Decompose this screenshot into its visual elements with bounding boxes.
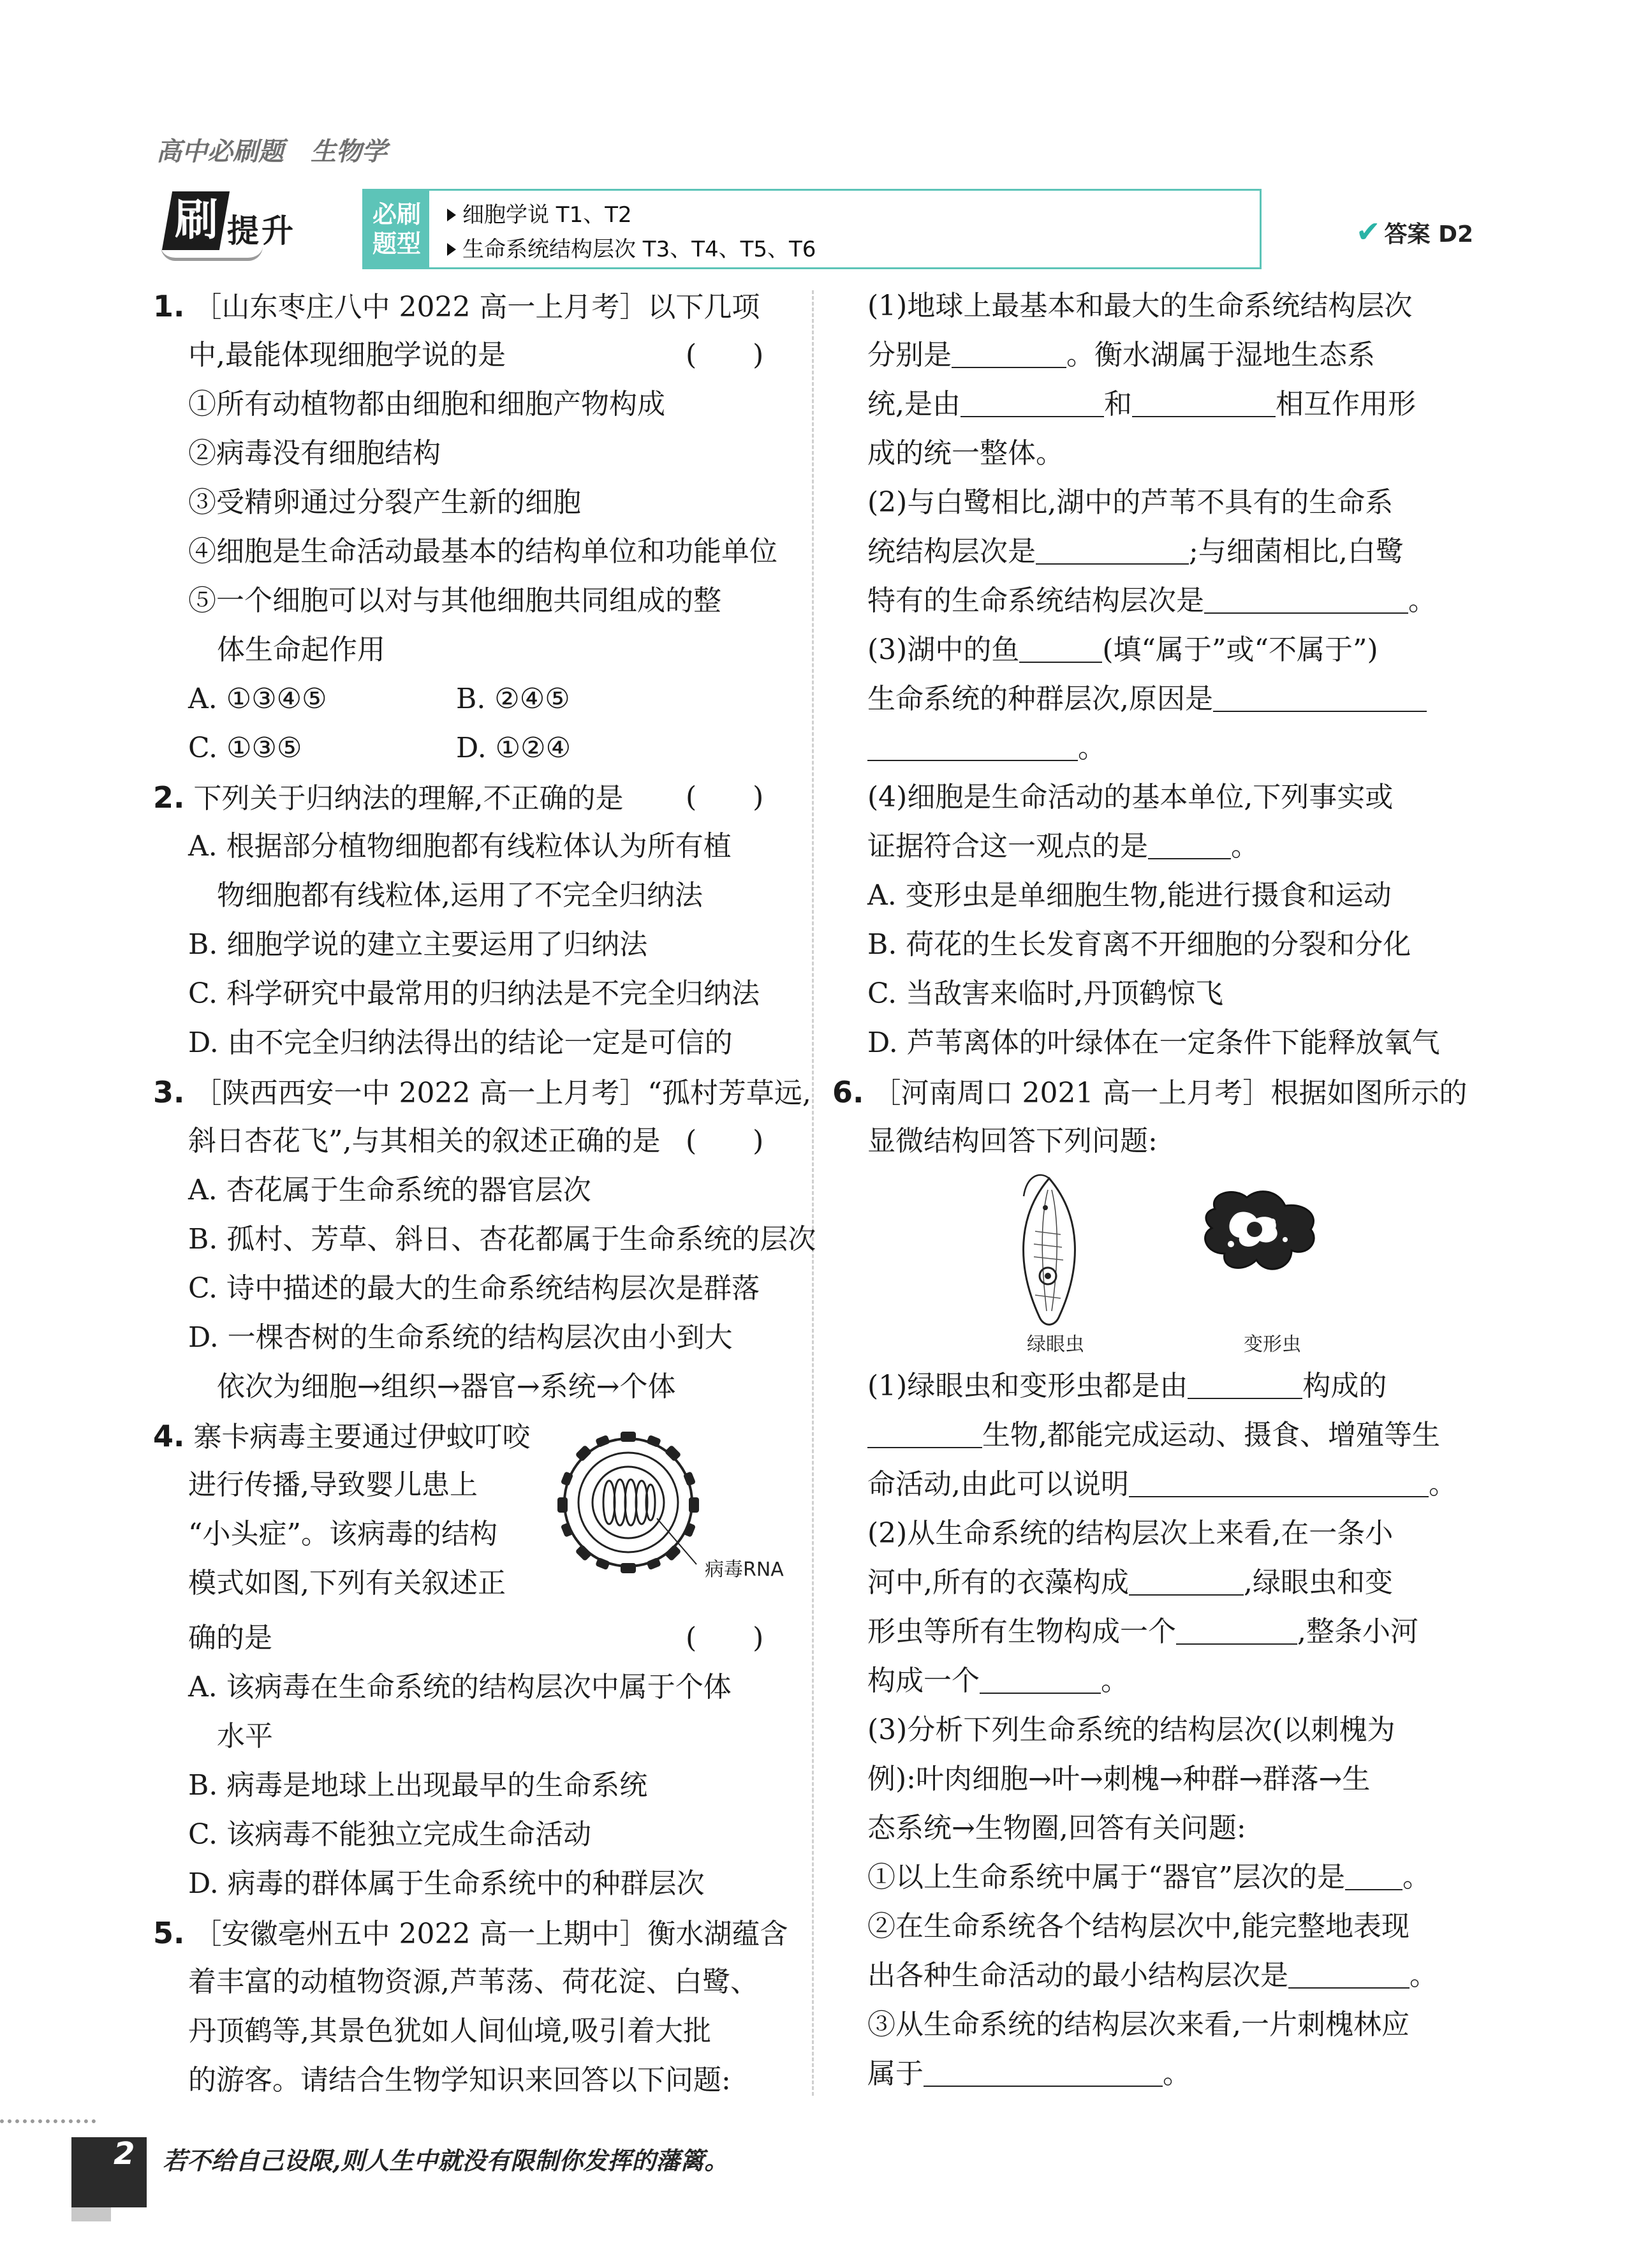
text: 。: [1408, 584, 1436, 617]
text: 分别是: [867, 339, 952, 371]
q5-option-c: C. 当敌害来临时,丹顶鹤惊飞: [867, 977, 1224, 1010]
q6-sub3-line-1: ③从生命系统的结构层次来看,一片刺槐林应: [867, 2008, 1410, 2041]
q5-option-a: A. 变形虫是单细胞生物,能进行摄食和运动: [867, 879, 1392, 912]
q3-option-d2: 依次为细胞→组织→器官→系统→个体: [217, 1370, 676, 1403]
text: 。: [1410, 1959, 1438, 1992]
q3-number: 3.: [153, 1075, 185, 1109]
text: 相互作用形: [1276, 388, 1416, 420]
text: 统,是由: [867, 388, 961, 420]
text: (1)绿眼虫和变形虫都是由: [867, 1370, 1188, 1402]
q6-number: 6.: [832, 1075, 864, 1109]
q5-number: 5.: [153, 1916, 185, 1950]
euglena-label: 绿眼虫: [1027, 1333, 1084, 1356]
q4-text-1: 寨卡病毒主要通过伊蚊叮咬: [193, 1421, 531, 1453]
q4-number: 4.: [153, 1419, 185, 1453]
q1-text-1: ［山东枣庄八中 2022 高一上月考］以下几项: [193, 291, 760, 323]
q4-option-d: D. 病毒的群体属于生命系统中的种群层次: [188, 1867, 705, 1900]
column-divider: [812, 290, 814, 2096]
text: (填“属于”或“不属于”): [1102, 634, 1378, 666]
q5-part1-line-2: [867, 336, 1375, 374]
q6-part2-line-4: [867, 1662, 1129, 1700]
q6-line-1: [832, 1073, 1467, 1113]
q5-part1-line-3: [867, 385, 1416, 424]
answer-blank[interactable]: [867, 1419, 982, 1448]
q5-part3-line-3: [867, 729, 1106, 767]
text: 。: [1163, 2057, 1191, 2090]
q6-part3-line-3: 态系统→生物圈,回答有关问题:: [867, 1812, 1246, 1844]
book-title: 高中必刷题: [156, 137, 284, 167]
virus-rna-label: 病毒RNA: [705, 1559, 784, 1581]
q5-part2-line-1: (2)与白鹭相比,湖中的芦苇不具有的生命系: [867, 486, 1394, 519]
q1-statement-3: ③受精卵通过分裂产生新的细胞: [188, 486, 581, 519]
book-header: [156, 131, 414, 168]
page-number: 2: [114, 2136, 135, 2172]
answer-blank[interactable]: [1129, 1468, 1429, 1497]
q1-answer-paren: ( ): [686, 339, 764, 371]
footer-dots: [0, 2119, 96, 2123]
q2-number: 2.: [153, 780, 185, 815]
answer-blank[interactable]: [1188, 1370, 1302, 1399]
text: 命活动,由此可以说明: [867, 1468, 1129, 1501]
q1-statement-1: ①所有动植物都由细胞和细胞产物构成: [188, 388, 665, 420]
text: 。: [1402, 1861, 1431, 1894]
q2-option-a1: A. 根据部分植物细胞都有线粒体认为所有植: [188, 830, 732, 863]
answer-blank[interactable]: [1036, 535, 1189, 565]
q6-part2-line-1: (2)从生命系统的结构层次上来看,在一条小: [867, 1517, 1394, 1550]
answer-blank[interactable]: [924, 2057, 1163, 2087]
q4-line-2: 进行传播,导致婴儿患上: [188, 1469, 478, 1501]
q1-line-1: [153, 287, 760, 327]
q2-option-a2: 物细胞都有线粒体,运用了不完全归纳法: [217, 879, 703, 912]
q6-sub3-line-2: [867, 2055, 1191, 2093]
logo-sub: 提升: [227, 212, 296, 249]
text: 河中,所有的衣藻构成: [867, 1566, 1129, 1599]
answer-blank[interactable]: [1129, 1566, 1244, 1596]
text: 形虫等所有生物构成一个: [867, 1615, 1176, 1648]
q4-option-c: C. 该病毒不能独立完成生命活动: [188, 1818, 592, 1851]
q3-line-2: 斜日杏花飞”,与其相关的叙述正确的是: [188, 1125, 661, 1157]
tag-item-2: [447, 232, 816, 263]
question-type-box: [362, 189, 1262, 269]
q6-sub2-line-1: ②在生命系统各个结构层次中,能完整地表现: [867, 1910, 1410, 1943]
answer-blank[interactable]: [1019, 634, 1102, 663]
answer-blank[interactable]: [1148, 830, 1231, 859]
q6-part2-line-2: [867, 1564, 1393, 1602]
subject-title: 生物学: [311, 137, 387, 167]
answer-blank[interactable]: [1204, 584, 1408, 614]
q5-part4-line-2: [867, 827, 1259, 866]
text: 出各种生命活动的最小结构层次是: [867, 1959, 1288, 1992]
q3-option-b: B. 孤村、芳草、斜日、杏花都属于生命系统的层次: [188, 1223, 816, 1256]
question-type-label: [364, 191, 429, 267]
q1-option-d: D. ①②④: [456, 732, 571, 764]
q5-part4-line-1: (4)细胞是生命活动的基本单位,下列事实或: [867, 781, 1394, 813]
tag-side-bottom: 题型: [372, 230, 421, 258]
q6-text-1: ［河南周口 2021 高一上月考］根据如图所示的: [872, 1077, 1468, 1109]
text: 生命系统的种群层次,原因是: [867, 683, 1213, 715]
triangle-bullet-icon: [447, 209, 456, 221]
q6-part1-line-3: [867, 1465, 1457, 1504]
text: 和: [1104, 388, 1132, 420]
answer-ref: [1356, 214, 1473, 249]
q3-text-1: ［陕西西安一中 2022 高一上月考］“孤村芳草远,: [193, 1077, 811, 1109]
q3-line-1: [153, 1073, 811, 1113]
q1-option-a: A. ①③④⑤: [188, 683, 327, 715]
logo-main: 刷: [174, 195, 218, 246]
q5-line-2: 着丰富的动植物资源,芦苇荡、荷花淀、白鹭、: [188, 1966, 758, 1998]
q3-option-d1: D. 一棵杏树的生命系统的结构层次由小到大: [188, 1321, 733, 1354]
text: 。: [1429, 1468, 1457, 1501]
text: 。: [1231, 830, 1259, 863]
q2-line-1: [153, 778, 623, 818]
euglena-diagram: [1005, 1171, 1094, 1340]
answer-blank[interactable]: [952, 339, 1066, 368]
q6-sub2-line-2: [867, 1957, 1438, 1995]
q2-option-b: B. 细胞学说的建立主要运用了归纳法: [188, 928, 648, 961]
tag-side-top: 必刷: [372, 200, 421, 228]
triangle-bullet-icon: [447, 243, 456, 256]
q5-line-4: 的游客。请结合生物学知识来回答以下问题:: [188, 2064, 731, 2096]
q6-part2-line-3: [867, 1613, 1418, 1651]
text: 证据符合这一观点的是: [867, 830, 1148, 863]
tag-item-text: 细胞学说 T1、T2: [462, 202, 632, 228]
q4-option-a1: A. 该病毒在生命系统的结构层次中属于个体: [188, 1671, 732, 1703]
amoeba-diagram: [1196, 1183, 1323, 1279]
text: 统结构层次是: [867, 535, 1036, 568]
q6-part1-line-1: [867, 1367, 1387, 1405]
q4-answer-paren: ( ): [686, 1622, 764, 1654]
answer-blank[interactable]: [867, 732, 1078, 761]
q6-part1-line-2: [867, 1416, 1440, 1455]
q5-part3-line-1: [867, 631, 1378, 669]
q3-answer-paren: ( ): [686, 1125, 764, 1157]
answer-blank[interactable]: [1345, 1861, 1402, 1890]
q4-line-3: “小头症”。该病毒的结构: [188, 1518, 497, 1550]
q4-option-b: B. 病毒是地球上出现最早的生命系统: [188, 1769, 648, 1802]
text: ,绿眼虫和变: [1244, 1566, 1393, 1599]
text: ;与细菌相比,白鹭: [1189, 535, 1404, 568]
q1-option-c: C. ①③⑤: [188, 732, 302, 764]
answer-blank[interactable]: [980, 1664, 1101, 1694]
q6-line-2: 显微结构回答下列问题:: [867, 1125, 1158, 1157]
q4-line-1: [153, 1417, 530, 1456]
text: (3)湖中的鱼: [867, 634, 1020, 666]
q6-part3-line-2: 例):叶肉细胞→叶→刺槐→种群→群落→生: [867, 1763, 1371, 1795]
q3-option-c: C. 诗中描述的最大的生命系统结构层次是群落: [188, 1272, 760, 1305]
text: 特有的生命系统结构层次是: [867, 584, 1204, 617]
footer-motto: 若不给自己设限,则人生中就没有限制你发挥的藩篱。: [163, 2146, 729, 2175]
text: 属于: [867, 2057, 924, 2090]
tag-item-1: [447, 197, 632, 228]
q6-sub1: [867, 1858, 1431, 1897]
q2-text-1: 下列关于归纳法的理解,不正确的是: [193, 782, 624, 815]
q1-statement-5b: 体生命起作用: [217, 634, 385, 666]
logo-swoosh: [161, 246, 263, 261]
answer-label: 答案 D2: [1384, 221, 1474, 248]
q1-line-2: 中,最能体现细胞学说的是: [188, 339, 506, 371]
text: ,整条小河: [1297, 1615, 1418, 1648]
q3-option-a: A. 杏花属于生命系统的器官层次: [188, 1174, 591, 1206]
q4-line-5: 确的是: [188, 1622, 272, 1654]
q2-option-c: C. 科学研究中最常用的归纳法是不完全归纳法: [188, 977, 760, 1010]
q1-statement-2: ②病毒没有细胞结构: [188, 437, 441, 470]
text: 。: [1078, 732, 1106, 764]
q4-option-a2: 水平: [217, 1720, 273, 1753]
q5-line-1: [153, 1914, 788, 1953]
q5-line-3: 丹顶鹤等,其景色犹如人间仙境,吸引着大批: [188, 2015, 711, 2047]
q1-statement-5a: ⑤一个细胞可以对与其他细胞共同组成的整: [188, 584, 721, 617]
q1-option-b: B. ②④⑤: [456, 683, 570, 715]
q1-number: 1.: [153, 289, 185, 323]
check-icon: ✔: [1356, 214, 1381, 249]
amoeba-label: 变形虫: [1244, 1333, 1301, 1356]
q2-answer-paren: ( ): [686, 781, 764, 813]
q1-statement-4: ④细胞是生命活动最基本的结构单位和功能单位: [188, 535, 777, 568]
q5-part1-line-4: 成的统一整体。: [867, 437, 1064, 470]
text: ①以上生命系统中属于“器官”层次的是: [867, 1861, 1345, 1894]
answer-blank[interactable]: [961, 388, 1104, 417]
text: 生物,都能完成运动、摄食、增殖等生: [982, 1419, 1440, 1451]
q5-option-b: B. 荷花的生长发育离不开细胞的分裂和分化: [867, 928, 1411, 961]
q5-part1-line-1: (1)地球上最基本和最大的生命系统结构层次: [867, 290, 1413, 322]
answer-blank[interactable]: [1213, 683, 1427, 712]
text: 。: [1101, 1664, 1129, 1697]
text: 构成的: [1302, 1370, 1387, 1402]
text: 。衡水湖属于湿地生态系: [1066, 339, 1375, 371]
virus-diagram: [548, 1423, 714, 1589]
answer-blank[interactable]: [1176, 1615, 1297, 1645]
tag-item-text: 生命系统结构层次 T3、T4、T5、T6: [462, 237, 816, 262]
q5-option-d: D. 芦苇离体的叶绿体在一定条件下能释放氧气: [867, 1027, 1440, 1059]
answer-blank[interactable]: [1288, 1959, 1410, 1989]
answer-blank[interactable]: [1132, 388, 1276, 417]
q5-part2-line-2: [867, 533, 1404, 571]
section-logo: [167, 191, 298, 258]
q5-text-1: ［安徽亳州五中 2022 高一上期中］衡水湖蕴含: [193, 1918, 788, 1950]
q5-part2-line-3: [867, 582, 1436, 620]
q4-line-4: 模式如图,下列有关叙述正: [188, 1567, 506, 1599]
q5-part3-line-2: [867, 680, 1427, 718]
q2-option-d: D. 由不完全归纳法得出的结论一定是可信的: [188, 1027, 733, 1059]
q6-part3-line-1: (3)分析下列生命系统的结构层次(以刺槐为: [867, 1714, 1395, 1746]
text: 构成一个: [867, 1664, 980, 1697]
footer-square-dark: [71, 2137, 147, 2207]
